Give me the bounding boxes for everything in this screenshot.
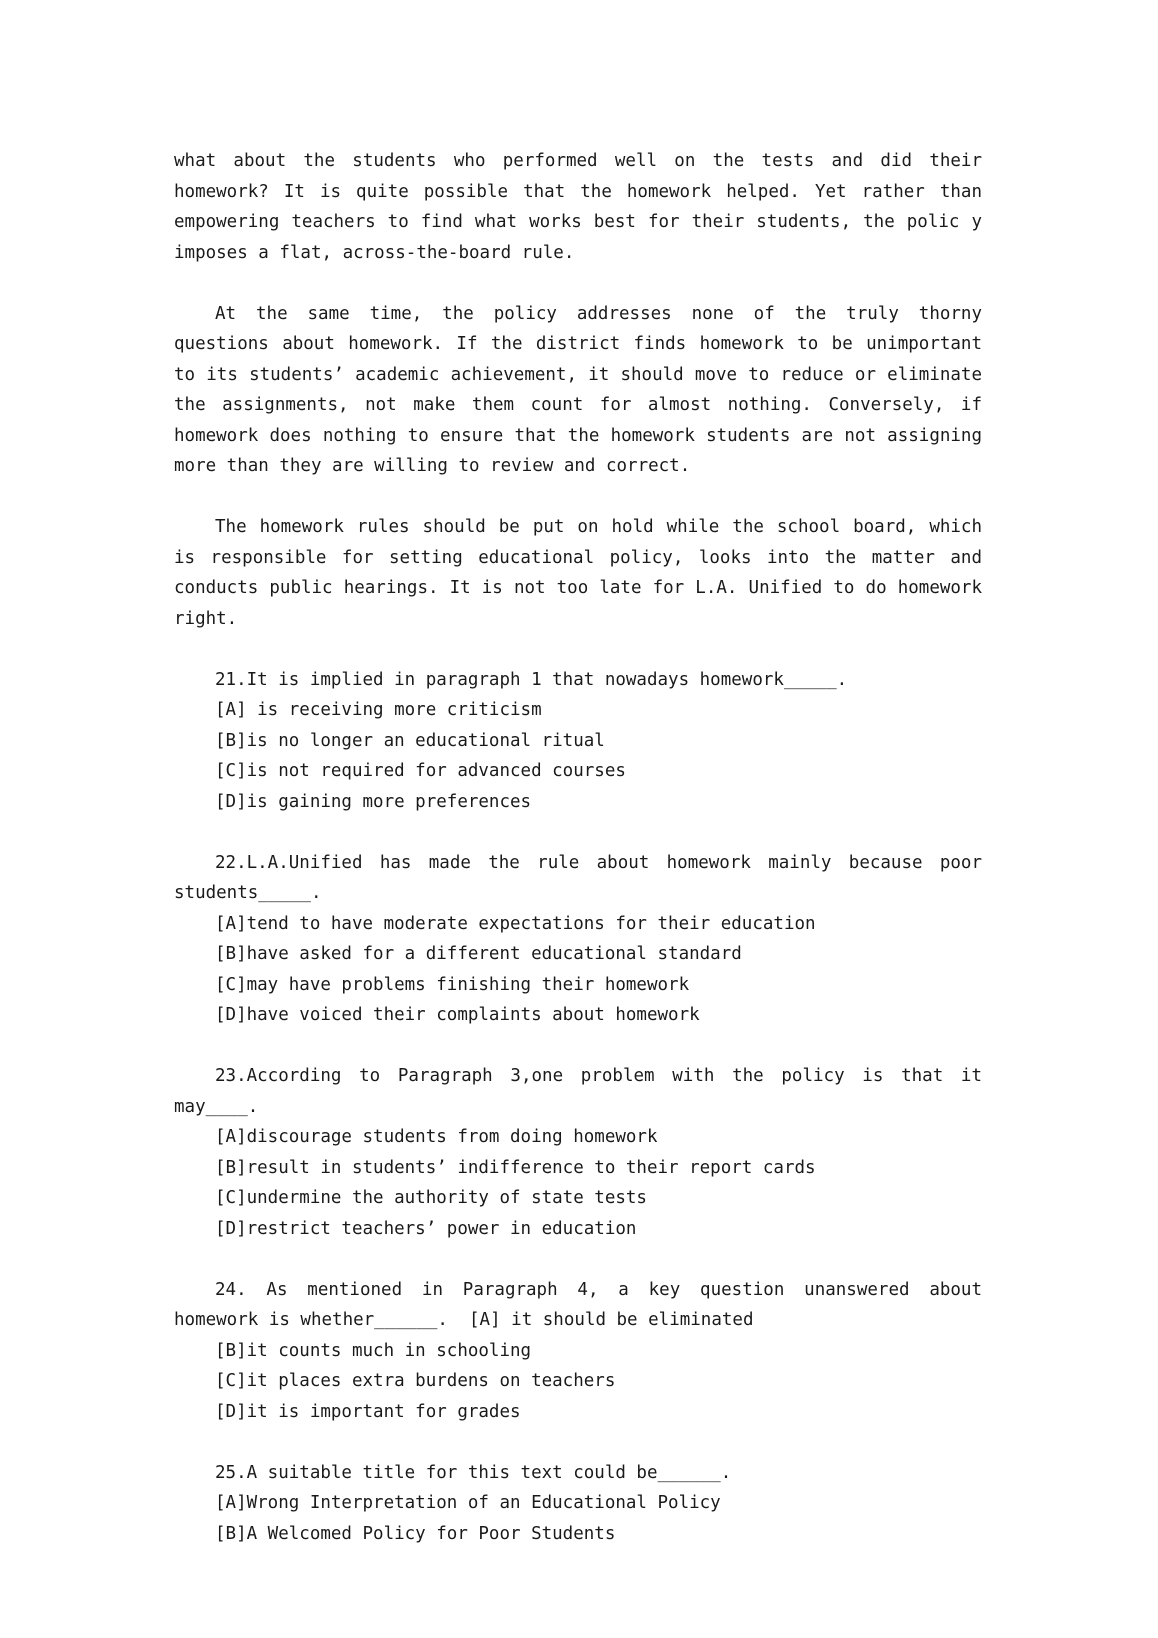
- question-stem: [174, 1275, 982, 1336]
- option-d: [D]is gaining more preferences: [215, 791, 532, 812]
- question-23: [174, 1061, 982, 1244]
- option-d: [D]it is important for grades: [215, 1401, 521, 1422]
- option-a: [A]discourage students from doing homework: [215, 1127, 658, 1147]
- option-b: [B]it counts much in schooling: [215, 1340, 532, 1361]
- option-b: [B]A Welcomed Policy for Poor Students: [215, 1523, 616, 1544]
- question-21: [174, 665, 982, 818]
- question-22: [174, 848, 982, 1031]
- option-c: [C]undermine the authority of state tests: [215, 1188, 647, 1208]
- passage-paragraph-3: The homework rules should be put on hold while the school board, which is responsible for setting educational policy, looks into the matter and conducts public hearings. It is not too late for L.A. Unified to do homework right.: [174, 517, 982, 629]
- option-d: [D]have voiced their complaints about homework: [215, 1005, 700, 1025]
- question-stem: 25.A suitable title for this text could be______.: [215, 1462, 732, 1483]
- option-b: [B]is no longer an educational ritual: [215, 730, 605, 751]
- option-b: [B]result in students’ indifference to their report cards: [215, 1157, 816, 1178]
- question-24: [174, 1275, 982, 1428]
- question-stem: 21.It is implied in paragraph 1 that nowadays homework_____.: [215, 669, 848, 690]
- option-b: [B]have asked for a different educational standard: [215, 944, 742, 964]
- option-a: [A]tend to have moderate expectations for their education: [215, 913, 816, 934]
- option-d: [D]restrict teachers’ power in education: [215, 1218, 637, 1239]
- option-c: [C]is not required for advanced courses: [215, 761, 626, 781]
- option-a: [A] it should be eliminated: [469, 1310, 754, 1330]
- document-content: [174, 146, 982, 1549]
- option-c: [C]may have problems finishing their homework: [215, 974, 690, 995]
- option-c: [C]it places extra burdens on teachers: [215, 1371, 616, 1391]
- question-25: [174, 1458, 982, 1550]
- question-stem: 23.According to Paragraph 3,one problem with the policy is that it may____.: [174, 1066, 982, 1117]
- passage-paragraph-1: what about the students who performed well on the tests and did their homework? It is quite possible that the homework helped. Yet rather than empowering teachers to find what works best for their students, the polic y imposes a flat, across-the-board rule.: [174, 151, 982, 263]
- option-a: [A]Wrong Interpretation of an Educational Policy: [215, 1493, 721, 1513]
- option-a: [A] is receiving more criticism: [215, 700, 542, 720]
- question-stem: 22.L.A.Unified has made the rule about homework mainly because poor students_____.: [174, 852, 982, 903]
- passage-paragraph-2: At the same time, the policy addresses none of the truly thorny questions about homework. If the district finds homework to be unimportant to its students’ academic achievement, it should move to reduce or eliminate the assignments, not make them count for almost nothing. Conversely, if homework does nothing to ensure that the homework students are not assigning more than they are willing to review and correct.: [174, 303, 982, 476]
- question-stem-text: 24. As mentioned in Paragraph 4, a key question unanswered about homework is whether______.: [174, 1279, 982, 1330]
